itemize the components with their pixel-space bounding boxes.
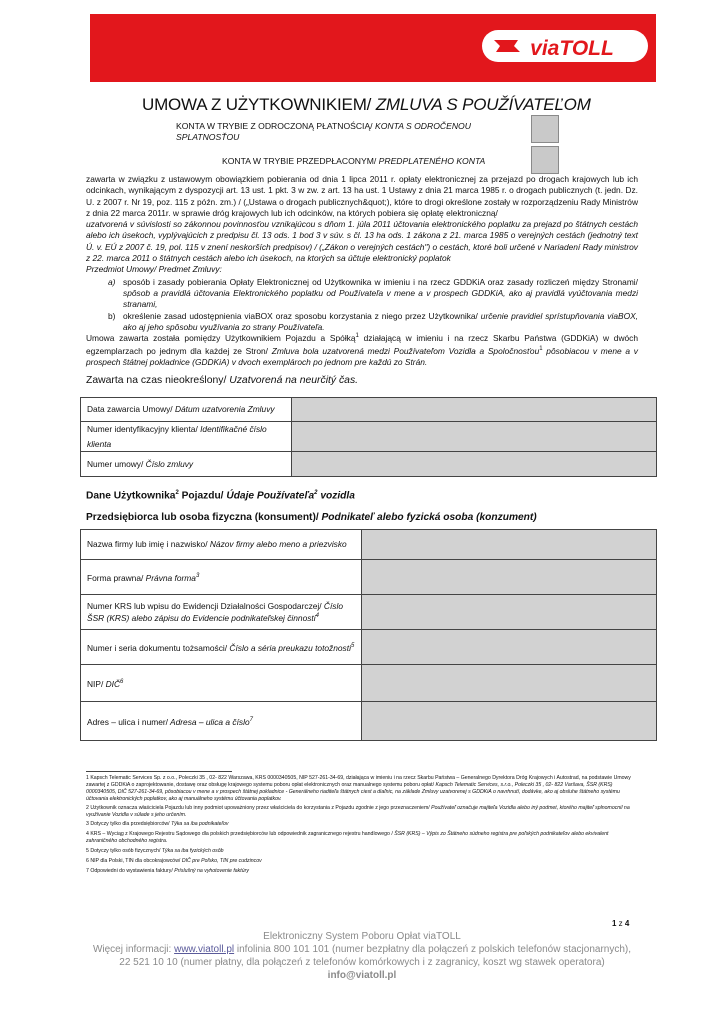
subject-heading: Przedmiot Umowy/ Predmet Zmluvy: xyxy=(86,264,222,275)
option-prepaid-label: KONTA W TRYBIE PRZEDPŁACONYM/ PREDPLATENÉHO KONTA xyxy=(222,156,486,166)
footer-info-line: Więcej informacji: www.viatoll.pl infolinia 800 101 101 (numer bezpłatny dla połączeń z polskich telefonów stacjonarnych), xyxy=(92,944,632,955)
document-title xyxy=(142,95,642,115)
table-row xyxy=(81,630,656,665)
footer-phone-line: 22 521 10 10 (numer płatny, dla połączeń z telefonów komórkowych i z zagranicy, koszt wg stawek operatora) xyxy=(119,957,605,968)
krs-number-label: Numer KRS lub wpisu do Ewidencji Działalności Gospodarczej/ Číslo ŠSR (KRS) alebo zápisu do Evidencie podnikateľskej činnosti$^4$ xyxy=(87,601,344,623)
footnote-1: 1 Kapsch Telematic Services Sp. z o.o., Poleczki 35 , 02- 822 Warszawa, KRS 0000340505, NIP 527-261-34-69, działająca w imieniu i na rzecz Skarbu Państwa – Generalnego Dyrektora Dróg Krajowych i Autostrad, na podstawie Umowy zawartej z GDDKiA o zaprojektowanie, dostawę oraz obsługę krajowego systemu poboru opłat elektronicznych oraz manualnego systemu poboru opłat/ Kapsch Telematic Services, s.r.o., Poleczki 35 , 02- 822 Varšava, ŠSR (KRS) 0000340505, DIČ 527-261-34-69, pôsobiacou v mene a v prospech štátnej pokladnice - Generálneho riaditeľa štátnych ciest a diaľnic, na základe Zmluvy uzatvorenej s GDDKiA o navrhnutí, dodávke, ako aj obsluhe štátneho systému účtovania elektronických poplatkov, ako aj manuálneho systému účtovania poplatkov. xyxy=(86,775,631,802)
footnote-5: 5 Dotyczy tylko osób fizycznych/ Týka sa iba fyzických osôb xyxy=(86,848,224,854)
address-label: Adres – ulica i numer/ Adresa – ulica a číslo$^7$ xyxy=(87,716,253,727)
page-footer xyxy=(40,930,684,982)
contract-date-label: Data zawarcia Umowy/ Dátum uzatvorenia Zmluvy xyxy=(87,404,275,414)
intro-paragraph: zawarta w związku z ustawowym obowiązkiem pobierania od dnia 1 lipca 2011 r. opłaty elektronicznej za przejazd po drogach krajowych lub ich odcinkach, wynikającym z dyspozycji art. 13 ust. 1 pkt. 3 w zw. z art. 13 ha ust. 1 Ustawy z dnia 21 marca 1985 r. o drogach publicznych (t. jedn. Dz. U. z 2007 r. Nr 19, poz. 115 z późn. zm.) / („Ustawa o drogach publicznych&quot;), które to drogi określone zostały w rozporządzeniu Rady Ministrów z dnia 22 marca 2011r. w sprawie dróg krajowych lub ich odcinków, na których pobiera się opłatę elektroniczną/ uzatvorená v súvislosti so zákonnou povinnosťou vznikajúcou s dňom 1. júla 2011 účtovania elektronického poplatku za prejazd po štátnych cestách alebo ich úsekoch, vyplývajúcich z predpisu čl. 13 ods. 1 bod 3 v súv. s čl. 13 ha ods. 1 zákona z 21. marca 1985 o verejných cestách (jednotný text Ú. v. EÚ z 2007 č. 19, pol. 115 v znení neskorších predpisov) / („Zákon o verejných cestách") o cestách, ktoré boli určené v Nariadení Rady ministrov z 22. marca 2011 o štátnych cestách alebo ich úsekoch, na ktorých sa účtuje elektronický poplatok Przedmiot Umowy/ Predmet Zmluvy: a) sposób i zasady pobierania Opłaty Elektronicznej od Użytkownika w imieniu i na rzecz GDDKiA oraz zasady rozliczeń między Stronami/ spôsob a pravidlá účtovania Elektronického poplatku od Používateľa v mene a v prospech GDDKiA, ako aj pravidlá vyúčtovania medzi stranami, b) określenie zasad udostępnienia viaBOX oraz sposobu korzystania z niego przez Użytkownika/ určenie pravidiel sprístupňovania viaBOX, ako aj jeho spôsobu využívania zo strany Používateľa. xyxy=(86,174,638,332)
footnote-2: 2 Użytkownik oznacza właściciela Pojazdu lub inny podmiot upoważniony przez właściciela do korzystania z Pojazdu zgodnie z jego przeznaczeniem/ Používateľ označuje majiteľa Vozidla alebo iný podmet, ktorého majiteľ splnomocnil na využívanie Vozidla v súlade s jeho určením. xyxy=(86,805,630,818)
option-deferred-checkbox[interactable] xyxy=(531,115,559,143)
footer-system-name: Elektroniczny System Poboru Opłat viaTOLL xyxy=(263,931,461,942)
option-prepaid-checkbox[interactable] xyxy=(531,146,559,174)
id-document-label: Numer i seria dokumentu tożsamości/ Číslo a séria preukazu totožnosti$^5$ xyxy=(87,642,355,653)
footnote-6: 6 NIP dla Polski, TIN dla obcokrajowców/ DIČ pre Poľsko, TIN pre cudzincov xyxy=(86,858,262,864)
table-row xyxy=(81,452,656,476)
table-row xyxy=(81,702,656,740)
section-entity-heading: Przedsiębiorca lub osoba fizyczna (konsument)/ Podnikateľ alebo fyzická osoba (konzument) xyxy=(86,512,537,523)
table-row xyxy=(81,595,656,630)
tax-id-label: NIP/ DIČ$^6$ xyxy=(87,678,124,689)
table-row xyxy=(81,530,656,560)
contract-number-label: Numer umowy/ Číslo zmluvy xyxy=(87,458,194,469)
krs-number-field[interactable] xyxy=(361,595,656,629)
footnote-3: 3 Dotyczy tylko dla przedsiębiorców/ Týka sa iba podnikateľov xyxy=(86,821,229,827)
user-data-table xyxy=(80,529,657,741)
address-field[interactable] xyxy=(361,702,656,740)
footnotes xyxy=(86,775,639,875)
section-user-data-heading: Dane Użytkownika$^2$ Pojazdu/ Údaje Používateľa$^2$ vozidla xyxy=(86,490,355,502)
client-id-field[interactable] xyxy=(291,422,656,451)
legal-form-field[interactable] xyxy=(361,560,656,594)
legal-form-label: Forma prawna/ Právna forma$^3$ xyxy=(87,572,200,583)
company-name-label: Nazwa firmy lub imię i nazwisko/ Názov firmy alebo meno a priezvisko xyxy=(87,539,347,549)
title-main: UMOWA Z UŻYTKOWNIKIEM/ xyxy=(142,95,372,114)
contract-term: Zawarta na czas nieokreślony/ Uzatvorená na neurčitý čas. xyxy=(86,375,359,386)
contract-date-field[interactable] xyxy=(291,398,656,421)
contract-info-table xyxy=(80,397,657,477)
list-item: b) określenie zasad udostępnienia viaBOX oraz sposobu korzystania z niego przez Użytkownika/ určenie pravidiel sprístupňovania viaBOX, ako aj jeho spôsobu využívania zo strany Používateľa. xyxy=(108,310,638,332)
table-row xyxy=(81,398,656,422)
viatoll-logo xyxy=(480,26,650,66)
website-link[interactable]: www.viatoll.pl xyxy=(174,944,235,955)
tax-id-field[interactable] xyxy=(361,665,656,701)
footnote-7: 7 Odpowiedni do wystawienia faktury/ Príslušný na vyhotovenie faktúry xyxy=(86,868,249,874)
footer-email[interactable]: info@viatoll.pl xyxy=(327,970,397,981)
logo-text: viaTOLL xyxy=(530,37,614,60)
table-row xyxy=(81,665,656,702)
page-number: 1 z 4 xyxy=(612,919,630,928)
title-alt: ZMLUVA S POUŽÍVATEĽOM xyxy=(371,95,591,114)
list-item: a) sposób i zasady pobierania Opłaty Elektronicznej od Użytkownika w imieniu i na rzecz GDDKiA oraz zasady rozliczeń między Stronami/ spôsob a pravidlá účtovania Elektronického poplatku od Používateľa v mene a v prospech GDDKiA, ako aj pravidlá vyúčtovania medzi stranami, xyxy=(108,276,638,310)
option-deferred-label: KONTA W TRYBIE Z ODROCZONĄ PŁATNOŚCIĄ/ KONTA S ODROČENOU SPLATNOSŤOU xyxy=(176,121,471,142)
client-id-label: Numer identyfikacyjny klienta/ Identifikačné číslo klienta xyxy=(87,423,267,449)
footnote-4: 4 KRS – Wyciąg z Krajowego Rejestru Sądowego dla polskich przedsiębiorców lub odpowiednik zagranicznego rejestru handlowego / ŠSR (KRS) – Výpis zo Štátneho súdneho registra pre poľských podnikateľov alebo ekvivalent zahraničného obchodného registra. xyxy=(86,831,609,844)
contract-number-field[interactable] xyxy=(291,452,656,476)
footnote-divider xyxy=(86,771,232,772)
company-name-field[interactable] xyxy=(361,530,656,559)
id-document-field[interactable] xyxy=(361,630,656,664)
table-row xyxy=(81,422,656,452)
agreement-paragraph: Umowa zawarta została pomiędzy Użytkownikiem Pojazdu a Spółką$^1$ działającą w imieniu i na rzecz Skarbu Państwa (GDDKiA) w dwóch egzemplarzach po jednym dla każdej ze Stron/ Zmluva bola uzatvorená medzi Používateľom Vozidla a Spoločnosťou$^1$ pôsobiacou v mene a v prospech štátnej pokladnice (GDDKiA) v dvoch exemplároch po jednom pre každú zo Strán. xyxy=(86,332,638,368)
table-row xyxy=(81,560,656,595)
